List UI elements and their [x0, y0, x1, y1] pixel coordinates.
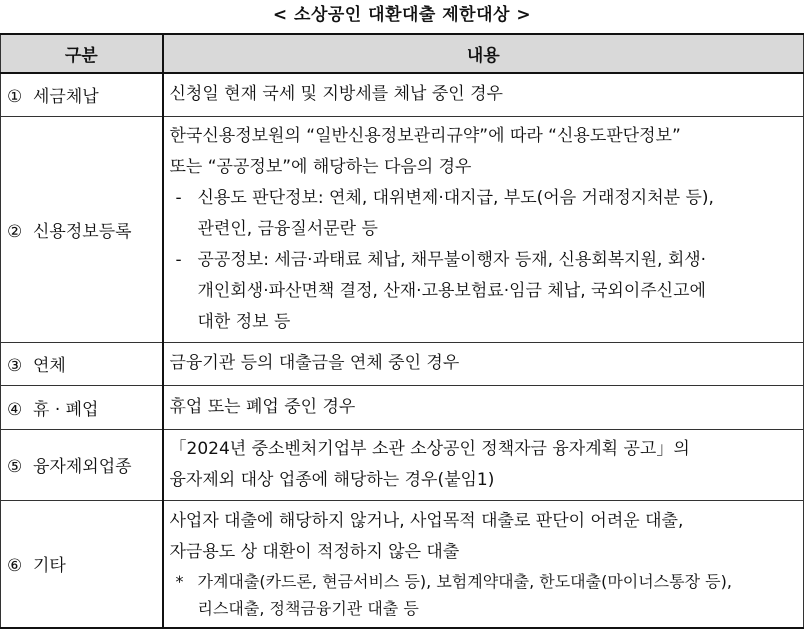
- content-line: 신청일 현재 국세 및 지방세를 체납 중인 경우: [169, 84, 503, 105]
- table-header-row: [1, 34, 804, 73]
- sub-item: [170, 183, 798, 245]
- category-label: 휴 · 폐업: [33, 399, 99, 420]
- footnote: [170, 568, 798, 622]
- table-row: [1, 116, 804, 342]
- row-category: [1, 500, 163, 628]
- content-line: 공공정보: 세금·과태료 체납, 채무불이행자 등재, 신용회복지원, 회생·: [197, 249, 707, 270]
- row-content: [163, 500, 804, 628]
- table-row: [1, 500, 804, 628]
- row-category: [1, 116, 163, 342]
- row-number: ⑥: [7, 556, 23, 577]
- row-number: ②: [7, 221, 23, 242]
- content-line: 관련인, 금융질서문란 등: [197, 218, 378, 239]
- content-line: 신용도 판단정보: 연체, 대위변제·대지급, 부도(어음 거래정지처분 등),: [197, 187, 714, 208]
- footnote-line: 리스대출, 정책금융기관 대출 등: [197, 598, 419, 618]
- category-label: 융자제외업종: [33, 457, 132, 477]
- row-content: [163, 429, 804, 500]
- content-line: 휴업 또는 폐업 중인 경우: [169, 396, 356, 417]
- row-content: [163, 385, 804, 429]
- page-title: < 소상공인 대환대출 제한대상 >: [272, 5, 532, 25]
- bullet-dash: -: [175, 249, 182, 270]
- content-line: 개인회생·파산면책 결정, 산재·고용보험료·임금 체납, 국외이주신고에: [197, 280, 706, 301]
- content-line: 대한 정보 등: [197, 311, 291, 332]
- content-line: 자금용도 상 대환이 적정하지 않은 대출: [169, 541, 460, 562]
- category-label: 신용정보등록: [33, 221, 132, 242]
- table-row: [1, 429, 804, 500]
- content-line: 사업자 대출에 해당하지 않거나, 사업목적 대출로 판단이 어려운 대출,: [169, 510, 684, 531]
- content-line: 또는 “공공정보”에 해당하는 다음의 경우: [169, 156, 472, 177]
- category-label: 기타: [33, 556, 66, 577]
- row-content: [163, 73, 804, 116]
- sub-item: [170, 245, 798, 338]
- footnote-line: 가계대출(카드론, 현금서비스 등), 보험계약대출, 한도대출(마이너스통장 등),: [197, 571, 732, 591]
- table-row: [1, 342, 804, 385]
- header-content: 내용: [163, 34, 804, 73]
- bullet-dash: -: [175, 187, 182, 208]
- row-category: [1, 429, 163, 500]
- row-number: ④: [7, 399, 23, 420]
- header-category: 구분: [1, 34, 163, 73]
- category-label: 세금체납: [33, 87, 99, 108]
- row-content: [163, 116, 804, 342]
- row-content: [163, 342, 804, 385]
- row-category: [1, 385, 163, 429]
- row-number: ③: [7, 356, 23, 376]
- row-category: [1, 73, 163, 116]
- row-number: ⑤: [7, 457, 23, 477]
- content-line: 융자제외 대상 업종에 해당하는 경우(붙임1): [169, 469, 495, 490]
- content-line: 「2024년 중소벤처기업부 소관 소상공인 정책자금 융자계획 공고」의: [169, 438, 690, 459]
- table-row: [1, 385, 804, 429]
- category-label: 연체: [33, 356, 66, 376]
- row-category: [1, 342, 163, 385]
- content-line: 금융기관 등의 대출금을 연체 중인 경우: [169, 353, 460, 373]
- asterisk-mark: *: [175, 571, 184, 591]
- row-number: ①: [7, 87, 23, 108]
- table-row: [1, 73, 804, 116]
- restriction-table: [0, 33, 804, 629]
- content-line: 한국신용정보원의 “일반신용정보관리규약”에 따라 “신용도판단정보”: [169, 125, 681, 146]
